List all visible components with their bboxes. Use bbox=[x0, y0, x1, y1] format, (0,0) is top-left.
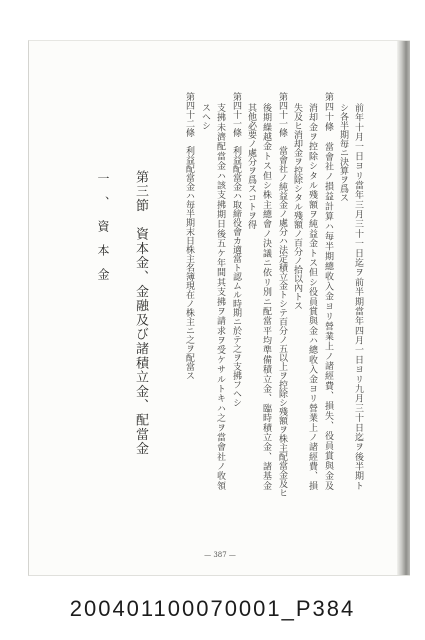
subsection-title: 一、資本金 bbox=[96, 172, 110, 292]
article-column: 第四十一條 利益配當金ハ取締役會カ適當ト認ムル時期ニ於テ之ヲ支拂フヘシ bbox=[231, 92, 241, 407]
article-column: 第四十條 當會社ノ損益計算ハ毎半期總收入金ヨリ營業上ノ諸經費、損失、役員賞與金及 bbox=[323, 92, 333, 490]
text-column: シ各半期毎ニ決算ヲ爲ス bbox=[338, 103, 348, 202]
text-column: 其他必要ノ處分ヲ爲スコトヲ得 bbox=[246, 103, 256, 229]
text-column: 失及ヒ消却金ヲ控除シタル殘額ノ百分ノ拾以內トス bbox=[292, 103, 302, 310]
page-number: — 387 — bbox=[204, 551, 236, 559]
image-caption: 200401100070001_P384 bbox=[69, 596, 356, 621]
article-column: 第四十一條 當會社ノ純益金ノ處分ハ法定積立金トシテ百分ノ五以上ヲ控除シ殘額ヲ株主配當金及ヒ bbox=[277, 92, 287, 497]
article-column: 第四十二條 利益配當金ハ毎半期末日株主名簿現在ノ株主ニ之ヲ配當ス bbox=[184, 92, 194, 380]
page-binding-edge bbox=[397, 41, 410, 575]
text-column: スヘシ bbox=[200, 103, 210, 130]
text-column: 前年十月一日ヨリ當年三月三十一日迄ヲ前半期當年四月一日ヨリ九月三十日迄ヲ後半期ト bbox=[353, 103, 363, 490]
text-column: 消却金ヲ控除シタル殘額ヲ純益金トス但シ役員賞與金ハ總收入金ヨリ營業上ノ諸經費、損 bbox=[307, 103, 317, 491]
section-title: 第三節 資本金、金融及び諸積立金、配當金 bbox=[133, 170, 148, 456]
text-column: 支拂未濟配當金ハ該支拂期日後五ケ年間其支拂ヲ請求ヲ受ケサルトキハ之ヲ當會社ノ收領 bbox=[215, 103, 225, 491]
text-column: 後期繰越金トス但シ株主總會ノ決議ニ依リ別ニ配當平均準備積立金、臨時積立金、諸基金 bbox=[261, 103, 271, 490]
